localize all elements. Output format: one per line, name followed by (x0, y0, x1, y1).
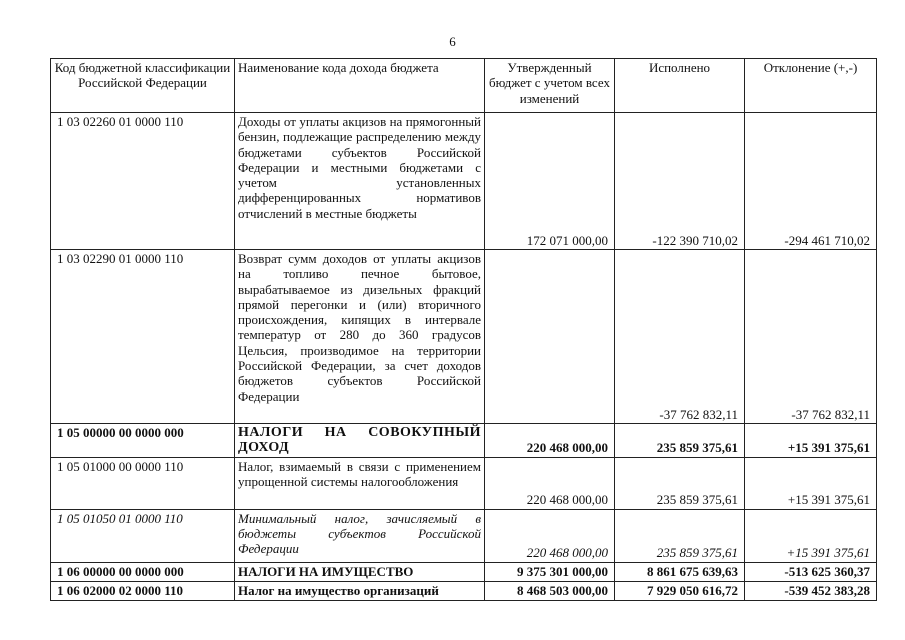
table-row (51, 509, 877, 562)
row-executed: -122 390 710,02 (615, 113, 745, 250)
header-name: Наименование кода дохода бюджета (235, 59, 485, 113)
table-row (51, 113, 877, 250)
row-deviation: -37 762 832,11 (745, 250, 877, 424)
header-deviation: Отклонение (+,-) (745, 59, 877, 113)
header-code: Код бюджетной классификации Российской Федерации (51, 59, 235, 113)
row-code: 1 03 02260 01 0000 110 (51, 113, 235, 250)
page-number: 6 (449, 34, 456, 49)
row-deviation: -294 461 710,02 (745, 113, 877, 250)
budget-revenue-table (50, 58, 877, 601)
row-executed: 7 929 050 616,72 (615, 581, 745, 600)
row-code: 1 03 02290 01 0000 110 (51, 250, 235, 424)
row-name: Минимальный налог, зачисляемый в бюджеты субъектов Российской Федерации (235, 509, 485, 562)
header-approved: Утвержденный бюджет с учетом всех изменений (485, 59, 615, 113)
table-row (51, 250, 877, 424)
row-deviation: -539 452 383,28 (745, 581, 877, 600)
table-row (51, 581, 877, 600)
row-name: Налог на имущество организаций (235, 581, 485, 600)
table-row (51, 562, 877, 581)
row-deviation: -513 625 360,37 (745, 562, 877, 581)
row-approved: 220 468 000,00 (485, 509, 615, 562)
row-executed: 235 859 375,61 (615, 509, 745, 562)
row-code: 1 06 02000 02 0000 110 (51, 581, 235, 600)
row-executed: 235 859 375,61 (615, 424, 745, 458)
row-approved: 9 375 301 000,00 (485, 562, 615, 581)
row-name: Налог, взимаемый в связи с применением упрощенной системы налогообложения (235, 457, 485, 509)
row-name: Доходы от уплаты акцизов на прямогонный бензин, подлежащие распределению между бюджетами субъектов Российской Федерации и местными бюджетами с учетом установленных дифференцированных нормативов отчислений в местные бюджеты (235, 113, 485, 250)
row-name: НАЛОГИ НА ИМУЩЕСТВО (235, 562, 485, 581)
row-name: НАЛОГИ НА СОВОКУПНЫЙ ДОХОД (235, 424, 485, 458)
row-deviation: +15 391 375,61 (745, 509, 877, 562)
table-row (51, 424, 877, 458)
row-deviation: +15 391 375,61 (745, 424, 877, 458)
row-executed: 235 859 375,61 (615, 457, 745, 509)
row-approved (485, 250, 615, 424)
row-approved: 172 071 000,00 (485, 113, 615, 250)
row-approved: 8 468 503 000,00 (485, 581, 615, 600)
row-code: 1 05 01050 01 0000 110 (51, 509, 235, 562)
row-deviation: +15 391 375,61 (745, 457, 877, 509)
row-code: 1 05 00000 00 0000 000 (51, 424, 235, 458)
table-row (51, 457, 877, 509)
table-header-row (51, 59, 877, 113)
row-name: Возврат сумм доходов от уплаты акцизов на топливо печное бытовое, вырабатываемое из дизельных фракций прямой перегонки и (или) вторичного происхождения, кипящих в интервале температур от 280 до 360 градусов Цельсия, производимое на территории Российской Федерации, за счет доходов бюджетов субъектов Российской Федерации (235, 250, 485, 424)
row-approved: 220 468 000,00 (485, 424, 615, 458)
row-code: 1 05 01000 00 0000 110 (51, 457, 235, 509)
row-code: 1 06 00000 00 0000 000 (51, 562, 235, 581)
header-executed: Исполнено (615, 59, 745, 113)
row-executed: -37 762 832,11 (615, 250, 745, 424)
row-approved: 220 468 000,00 (485, 457, 615, 509)
row-executed: 8 861 675 639,63 (615, 562, 745, 581)
